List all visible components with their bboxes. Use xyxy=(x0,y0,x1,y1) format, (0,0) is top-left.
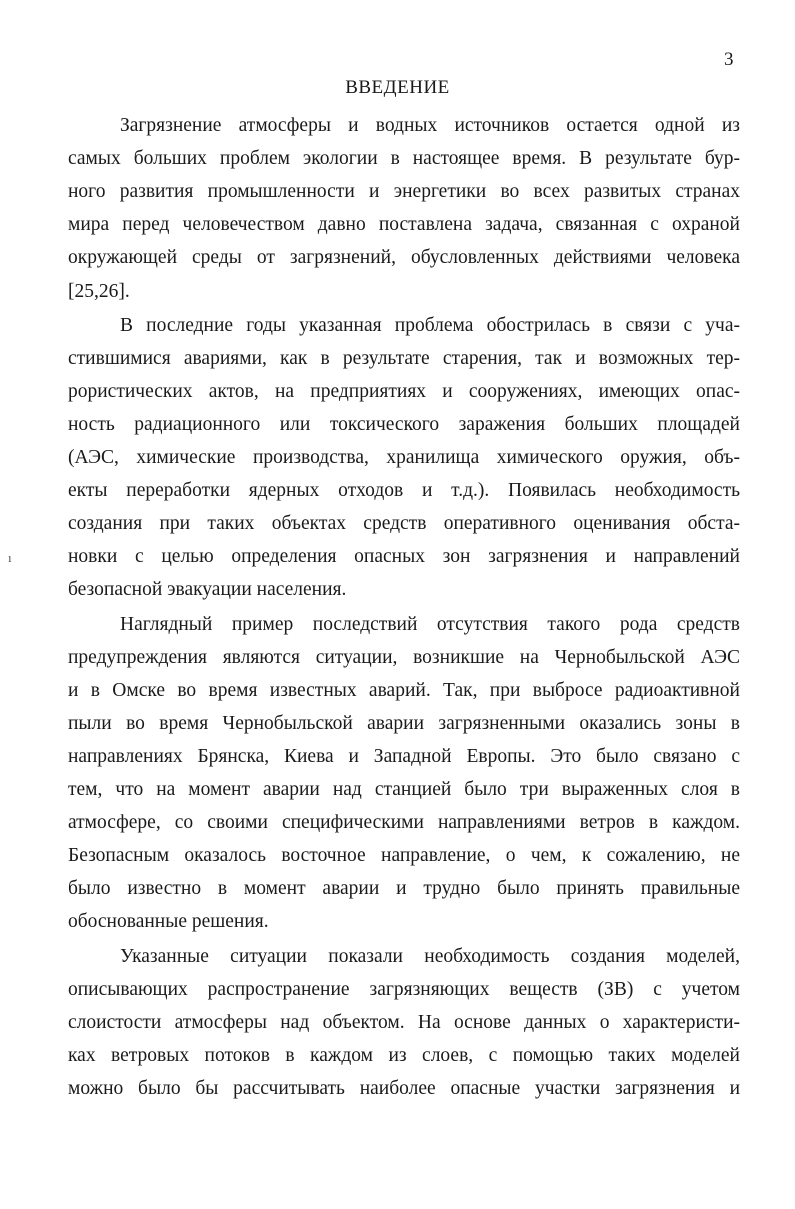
text-line: [25,26]. xyxy=(68,281,130,302)
text-line: Наглядный пример последствий отсутствия такого рода средств xyxy=(120,614,740,635)
text-line: создания при таких объектах средств оперативного оценивания обста- xyxy=(68,513,740,534)
text-line: рористических актов, на предприятиях и сооружениях, имеющих опас- xyxy=(68,381,740,402)
text-line: описывающих распространение загрязняющих веществ (ЗВ) с учетом xyxy=(68,979,740,1000)
text-line: самых больших проблем экологии в настоящее время. В результате бур- xyxy=(68,148,740,169)
text-line: окружающей среды от загрязнений, обусловленных действиями человека xyxy=(68,247,740,268)
page-number: 3 xyxy=(724,49,734,70)
text-line: и в Омске во время известных аварий. Так, при выбросе радиоактивной xyxy=(68,680,740,701)
text-line: Загрязнение атмосферы и водных источников остается одной из xyxy=(120,115,740,136)
text-line: Указанные ситуации показали необходимость создания моделей, xyxy=(120,946,740,967)
text-line: Безопасным оказалось восточное направление, о чем, к сожалению, не xyxy=(68,845,740,866)
text-line: атмосфере, со своими специфическими направлениями ветров в каждом. xyxy=(68,812,740,833)
text-line: ность радиационного или токсического заражения больших площадей xyxy=(68,414,740,435)
text-line: можно было бы рассчитывать наиболее опасные участки загрязнения и xyxy=(68,1078,740,1099)
section-heading: ВВЕДЕНИЕ xyxy=(345,77,450,98)
text-line: направлениях Брянска, Киева и Западной Европы. Это было связано с xyxy=(68,746,740,767)
text-line: тем, что на момент аварии над станцией было три выраженных слоя в xyxy=(68,779,740,800)
text-line: безопасной эвакуации населения. xyxy=(68,579,347,600)
text-line: В последние годы указанная проблема обострилась в связи с уча- xyxy=(120,315,740,336)
text-line: обоснованные решения. xyxy=(68,911,269,932)
margin-mark: ı xyxy=(8,550,12,565)
text-line: (АЭС, химические производства, хранилища химического оружия, объ- xyxy=(68,447,740,468)
text-line: мира перед человечеством давно поставлена задача, связанная с охраной xyxy=(68,214,740,235)
text-line: новки с целью определения опасных зон загрязнения и направлений xyxy=(68,546,740,567)
text-line: было известно в момент аварии и трудно было принять правильные xyxy=(68,878,740,899)
text-line: стившимися авариями, как в результате старения, так и возможных тер- xyxy=(68,348,740,369)
text-line: предупреждения являются ситуации, возникшие на Чернобыльской АЭС xyxy=(68,647,740,668)
text-line: ного развития промышленности и энергетики во всех развитых странах xyxy=(68,181,740,202)
text-line: пыли во время Чернобыльской аварии загрязненными оказались зоны в xyxy=(68,713,740,734)
text-line: екты переработки ядерных отходов и т.д.). Появилась необходимость xyxy=(68,480,740,501)
text-line: слоистости атмосферы над объектом. На основе данных о характеристи- xyxy=(68,1012,740,1033)
text-line: ках ветровых потоков в каждом из слоев, с помощью таких моделей xyxy=(68,1045,740,1066)
